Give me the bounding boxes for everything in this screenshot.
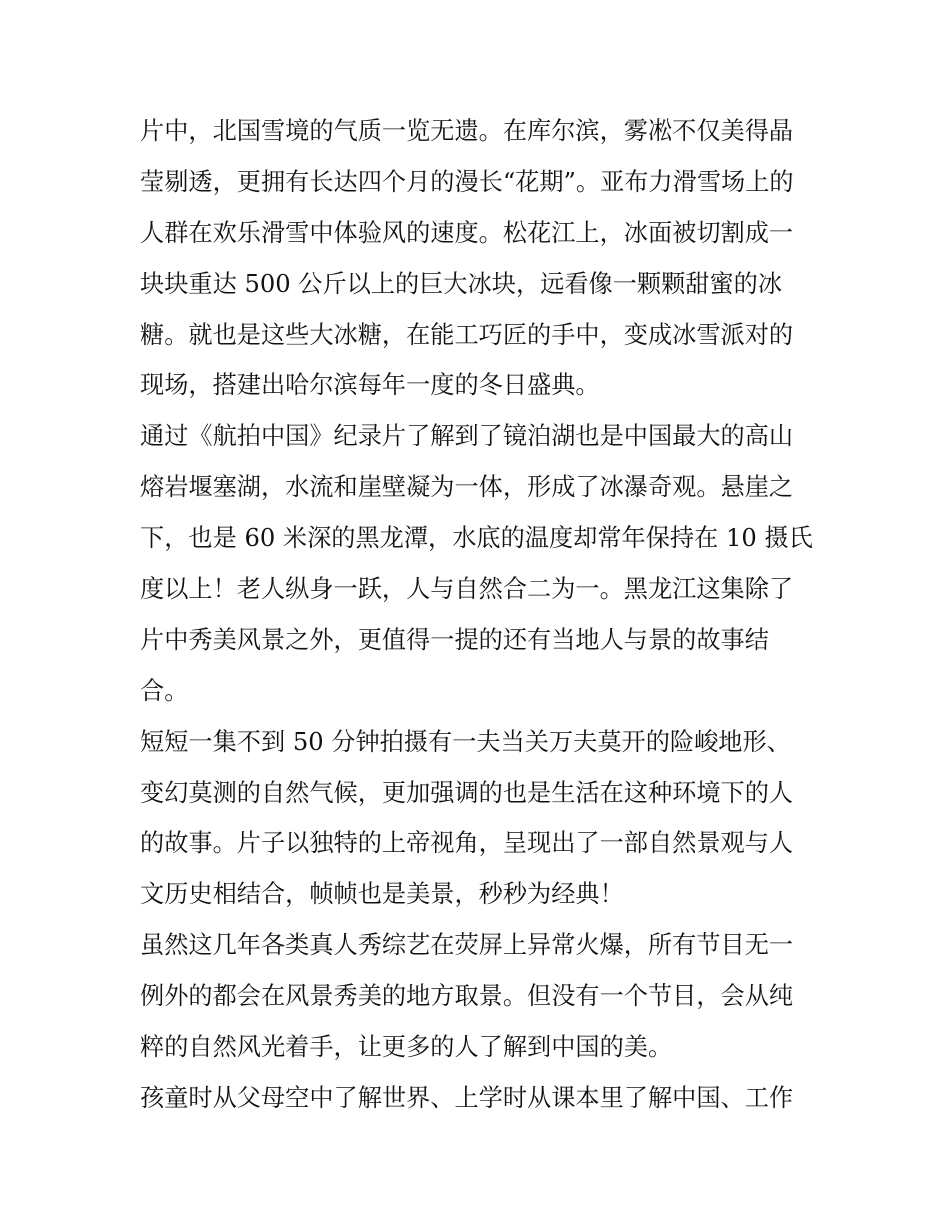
text-line: 莹剔透，更拥有长达四个月的漫长“花期”。亚布力滑雪场上的 xyxy=(140,167,794,196)
text-line: 的故事。片子以独特的上帝视角，呈现出了一部自然景观与人 xyxy=(140,829,794,858)
text-line: 下，也是 60 米深的黑龙潭，水底的温度却常年保持在 10 摄氏 xyxy=(140,524,813,553)
body-text xyxy=(140,106,815,1124)
text-line: 文历史相结合，帧帧也是美景，秒秒为经典！ xyxy=(140,880,624,909)
text-line: 通过《航拍中国》纪录片了解到了镜泊湖也是中国最大的高山 xyxy=(140,422,794,451)
text-line: 片中，北国雪境的气质一览无遗。在库尔滨，雾凇不仅美得晶 xyxy=(140,117,794,145)
text-line: 片中秀美风景之外，更值得一提的还有当地人与景的故事结 xyxy=(140,625,769,654)
text-line: 短短一集不到 50 分钟拍摄有一夫当关万夫莫开的险峻地形、 xyxy=(140,727,791,756)
text-line: 合。 xyxy=(140,676,189,705)
text-line: 人群在欢乐滑雪中体验风的速度。松花江上，冰面被切割成一 xyxy=(140,218,794,247)
text-line: 虽然这几年各类真人秀综艺在荧屏上异常火爆，所有节目无一 xyxy=(140,931,794,960)
text-line: 粹的自然风光着手，让更多的人了解到中国的美。 xyxy=(140,1033,673,1062)
text-line: 例外的都会在风景秀美的地方取景。但没有一个节目，会从纯 xyxy=(140,982,794,1011)
text-line: 变幻莫测的自然气候，更加强调的也是生活在这种环境下的人 xyxy=(140,778,794,807)
text-line: 熔岩堰塞湖，水流和崖壁凝为一体，形成了冰瀑奇观。悬崖之 xyxy=(140,473,794,502)
text-line: 现场，搭建出哈尔滨每年一度的冬日盛典。 xyxy=(140,371,600,400)
text-line: 块块重达 500 公斤以上的巨大冰块，远看像一颗颗甜蜜的冰 xyxy=(140,269,783,298)
text-line: 度以上！老人纵身一跃，人与自然合二为一。黑龙江这集除了 xyxy=(140,575,794,604)
text-line: 孩童时从父母空中了解世界、上学时从课本里了解中国、工作 xyxy=(140,1083,794,1112)
text-line: 糖。就也是这些大冰糖，在能工巧匠的手中，变成冰雪派对的 xyxy=(140,320,794,349)
